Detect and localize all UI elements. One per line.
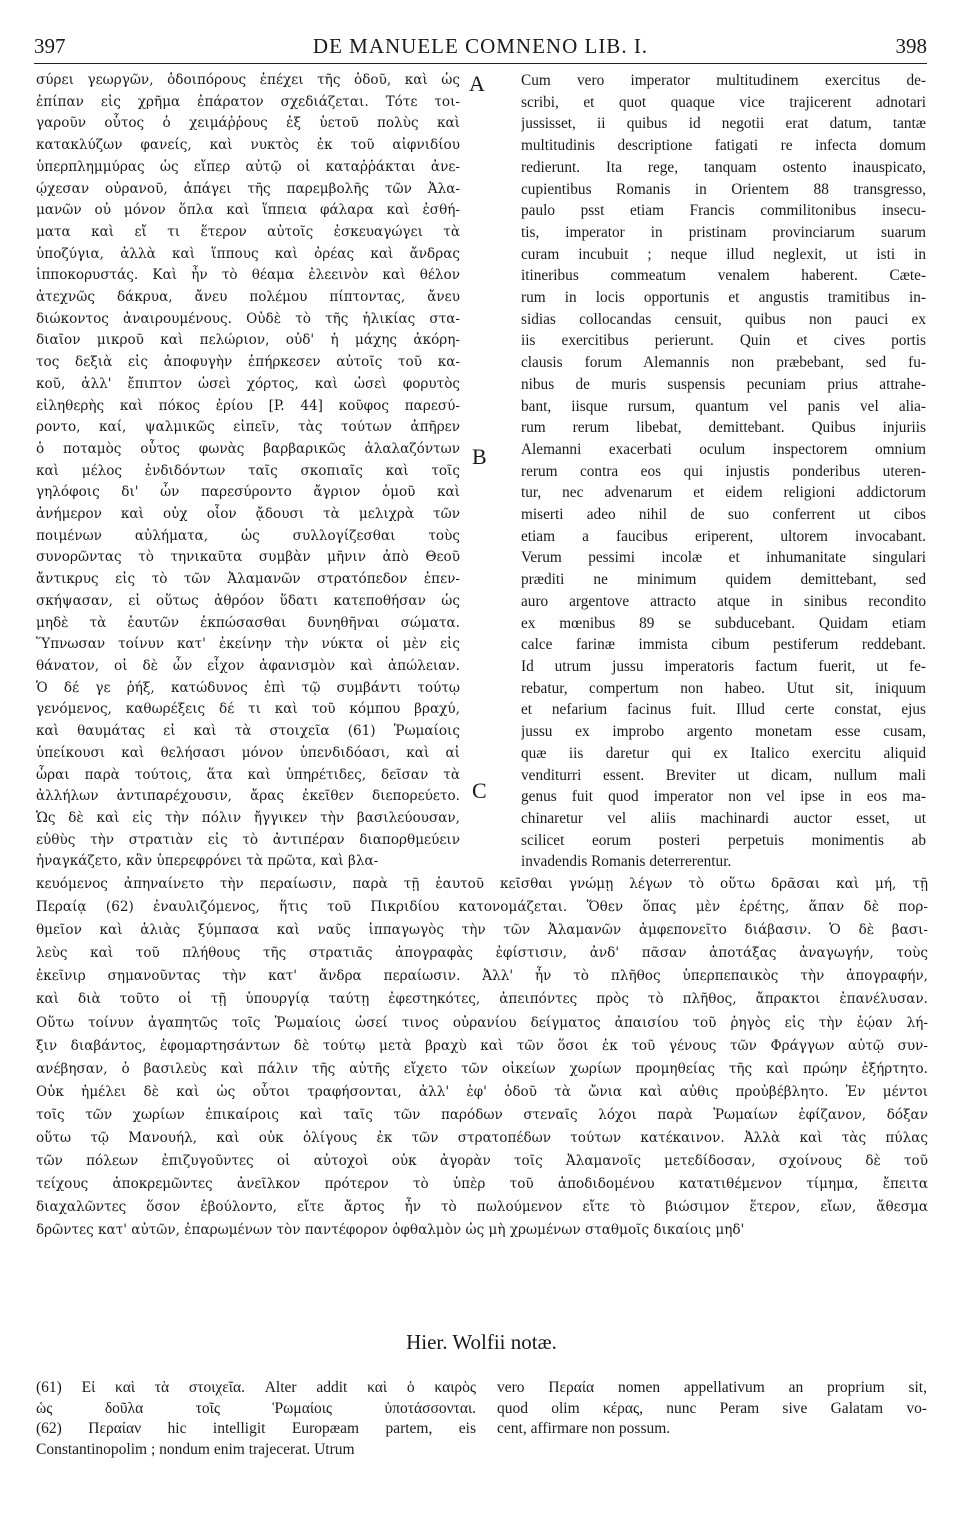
note-line: (61) Εἰ καὶ τὰ στοιχεῖα. Alter addit καὶ ὁ καιρὸς: [36, 1379, 476, 1396]
greek-text-line: ὑπερπλημμύρας ὡς εἴπερ αὐτῷ οἱ καταῤῥάκται ἀνε-: [36, 158, 460, 175]
greek-text-line: ἀνήμερον καὶ οὐχ οἷον ᾄδουσι τὰ μελιχρὰ τῶν: [36, 506, 460, 523]
section-marker-c: C: [472, 778, 487, 803]
greek-text-line: εἰληθερὴς καὶ πόκος ἐρίου [P. 44] κοῦφος παρεσύ-: [36, 397, 460, 414]
latin-text-line: Alemanni exacerbati oculum inspectorem omnium: [521, 440, 926, 458]
notes-left-column: [36, 1378, 476, 1460]
latin-text-line: rebatur, compertum non habeo. Utut sit, iniquum: [521, 679, 926, 697]
latin-text-line: ex mœnibus 89 se subducebant. Quidam etiam: [521, 614, 926, 632]
section-marker-a: A: [469, 71, 485, 96]
latin-text-line: tur, nec advenarum et eidem religioni addictorum: [521, 484, 926, 502]
greek-text-line: καὶ μέλος ἐνδιδόντων ταῖς σκοπιαῖς καὶ τοῖς: [36, 462, 460, 479]
page-number-right: 398: [895, 34, 927, 58]
greek-text-line: τείχους ἀποκρεμῶντες ἀνεῖλκον πρότερον τὸ ὑπὲρ τοῦ ἀποδιδομένου κατατιθέμενον τίμημα, ἔπειτα: [36, 1176, 928, 1193]
latin-text-line: præditi ne minimum quidem demittebant, sed: [521, 571, 926, 589]
greek-text-line: τος δεξιὰ εἰς ἀποφυγὴν ἐπήρκεσεν αὐτοῖς τοῦ κα-: [36, 354, 460, 371]
latin-text-line: Cum vero imperator multitudinem exercitus de-: [521, 72, 926, 89]
greek-text-line: διαῖον μικροῦ καὶ πελώριον, οὐδ' ἡ μάχης ἀκόρη-: [36, 332, 460, 349]
greek-text-line: γαροῦν οὗτος ὁ χειμάῤῥους ἐξ ὑετοῦ πολὺς καὶ: [36, 115, 460, 132]
greek-text-line: Ὡς δὲ καὶ εἰς τὴν πόλιν ἤγγικεν τὴν βασιλεύουσαν,: [36, 809, 460, 826]
greek-text-line: ἐπίπαν εἰς χρῆμα ἐπάρατον σχεδιάζεται. Τότε τοι-: [36, 93, 460, 110]
greek-text-line: θμεῖον καὶ ἁλιὰς ξύμπασα καὶ ναῦς ἱππαγωγὸς τὴν τῶν Ἀλαμανῶν ἀμφεπονεῖτο διάβασιν. Ὁ δὲ βασι-: [36, 922, 928, 939]
latin-text-line: invadendis Romanis deterrerentur.: [521, 853, 732, 871]
latin-text-line: auro argentove attracto atque in sinibus recondito: [521, 592, 926, 610]
latin-text-line: et nefarium facinus fuit. Illud certe constat, ejus: [521, 701, 926, 719]
greek-text-line: σκήψασαν, εἰ οὕτως ἀθρόον ὕδατι κατεποθήσαν ὡς: [36, 592, 460, 609]
latin-text-line: bant, iisque rursum, quantum vel panis vel alia-: [521, 397, 926, 415]
greek-text-line: ὑπείκουσι καὶ θελήσασι μόνον ὑπενδιδόασι, καὶ αἱ: [36, 744, 460, 761]
greek-text-line: θάνατον, οἱ δὲ ὧν εἶχον ἀφανισμὸν καὶ ἀπώλειαν.: [36, 657, 460, 674]
greek-text-line: ὁ ποταμὸς οὗτος φωνὰς βαρβαρικῶς ἀλαλαζόντων: [36, 440, 460, 457]
latin-text-line: chinaretur vel aliis machinardi auctor esset, ut: [521, 809, 926, 827]
latin-text-line: calce farinæ immista cibum pestiferum reddebant.: [521, 636, 926, 654]
latin-text-line: miserti adeo nihil de suo conferrent ut cibos: [521, 506, 926, 524]
greek-text-line: γενόμενος, καθωρέξεις δέ τι καὶ τοῦ κόμπου βραχύ,: [36, 701, 460, 718]
greek-text-line: ματα καὶ εἴ τι ἕτερον αὐτοῖς ἐσκευαγώγει τὰ: [36, 223, 460, 240]
greek-text-line: ποιμένων αὐλήματα, ὡς συλλογίζεσθαι τοὺς: [36, 527, 460, 544]
greek-text-line: ξιν διαβάντος, ἐφομαρτησάντων δὲ τούτῳ μετὰ βραχὺ καὶ τῶν ὅσοι ἐκ τοῦ γένους τῶν Φράγγων αὐτῷ συν-: [36, 1037, 928, 1054]
latin-text-line: sidias collocandas censuit, quibus non pauci ex: [521, 310, 926, 328]
section-marker-b: B: [472, 444, 487, 469]
latin-text-line: quæ iis daretur qui ex Italico exercitu aliquid: [521, 744, 926, 762]
latin-text-line: clausis forum Alemannis non præbebant, sed fu-: [521, 354, 926, 372]
greek-text-line: εὐθὺς τὴν στρατιὰν εἰς τὸ ἀντιπέραν διαπορθμεύειν: [36, 831, 460, 848]
greek-text-line: ἀτεχνῶς δάκρυα, ἄνευ πολέμου πίπτοντας, ἄνευ: [36, 289, 460, 306]
greek-text-line: τοῖς τῶν χωρίων ἐπικαίροις καὶ ταῖς τῶν παρόδων στεναῖς λόχοι παρὰ Ῥωμαίων ἐφίζανον, δόξαν: [36, 1106, 928, 1123]
latin-text-line: itineribus commeatum venalem haberent. Cæte-: [521, 267, 926, 285]
greek-text-line: συνορῶντας τὸ τηνικαῦτα συμβὰν μῆνιν ἀπὸ Θεοῦ: [36, 549, 460, 566]
greek-text-line: λεὺς καὶ τοῦ πλήθους τῆς στρατιᾶς ἀπογραφὰς ἐφίστισιν, ἀνδ' πᾶσαν ἀποτάξας ἀναγωγήν, τοὺς: [36, 945, 928, 962]
latin-text-line: jussisset, ii quibus id negotii erat datum, tantæ: [521, 115, 926, 133]
latin-text-line: jussu ex improbo argento monetam esse cusam,: [521, 723, 926, 741]
greek-text-line: καὶ διὰ τοῦτο οἱ τῇ ὑπουργίᾳ ταύτῃ ἐφεστηκότες, ἀπειπόντες πρὸς τὸ πλῆθος, ἄπρακτοι ἐπανέλυσαν.: [36, 991, 928, 1008]
note-line: (62) Περαίαν hic intelligit Europæam partem, eis: [36, 1420, 476, 1437]
latin-text-line: rum in locis opportunis et angustis tramitibus in-: [521, 289, 926, 307]
greek-text-line: ἀλλήλων ἀντιπαρέχουσιν, ἄρας ἐκεῖθεν διεπορεύετο.: [36, 788, 460, 805]
latin-text-line: redierunt. Ita rege, tanquam ostento inauspicato,: [521, 158, 926, 176]
greek-text-line: μηδὲ τὰ ἑαυτῶν ἐκπώσασθαι δυνηθῆναι σώματα.: [36, 614, 460, 631]
greek-text-line: ἠναγκάζετο, κἂν ὑπερεφρόνει τὰ πρῶτα, καὶ βλα-: [36, 853, 379, 870]
greek-text-line: Περαίᾳ (62) ἐναυλιζόμενος, ἥτις τοῦ Πικριδίου κατονομάζεται. Ὅθεν ὅπας μὲν ἐρέτης, ἅπαν δὲ πορ-: [36, 899, 928, 916]
note-line: cent, affirmare non possum.: [497, 1420, 671, 1437]
greek-text-line: μανῶν οὐ μόνον ὅπλα καὶ ἵππεια φάλαρα καὶ ἐσθή-: [36, 202, 460, 219]
greek-text-line: ἱπποκορυστάς. Καὶ ἦν τὸ θέαμα ἐλεεινὸν καὶ θέλον: [36, 267, 460, 284]
greek-full-width-text: [36, 873, 928, 1243]
greek-text-line: κευόμενος ἀπηναίνετο τὴν περαίωσιν, παρὰ τῇ ἑαυτοῦ κεῖσθαι γνώμῃ λέγων τὸ οὕτω δρᾶσαι καὶ μή, τῇ: [36, 876, 928, 892]
greek-text-line: γηλόφοις δι' ὧν παρεσύροντο ἄγριον ὁμοῦ καὶ: [36, 484, 460, 501]
greek-text-line: κοῦ, ἀλλ' ἔπιπτον ὡσεὶ χόρτος, καὶ ὡσεὶ φορυτὸς: [36, 375, 460, 392]
greek-text-line: ὑποζύγια, ἀλλὰ καὶ ἵππους καὶ ὀρέας καὶ ἄνδρας: [36, 245, 460, 262]
latin-text-line: rerum contra eos qui injustis ponderibus uteren-: [521, 462, 926, 480]
latin-text-line: rum rerum libebat, demittebant. Quibus injuriis: [521, 419, 926, 437]
latin-text-line: curam incubuit ; neque illud neglexit, ut isti in: [521, 245, 926, 263]
header-rule: [34, 63, 927, 64]
greek-text-line: Ὁ δέ γε ῥήξ, κατώδυνος ἐπὶ τῷ συμβάντι τούτῳ: [36, 679, 460, 696]
note-line: ὡς δοῦλα τοῖς Ῥωμαίοις ὑποτάσσονται.: [36, 1399, 476, 1417]
greek-text-line: ροντο, καί, ψαλμικῶς εἰπεῖν, τὰς τούτων ἀπῆρεν: [36, 419, 460, 436]
greek-text-line: τῶν πόλεων ἐπιζυγοῦντες οἱ αὐτοχοὶ οὐκ ἀγορὰν τοῖς Ἀλαμανοῖς μετεδίδοσαν, σχοίνους δὲ τοῦ: [36, 1153, 928, 1170]
greek-text-line: καὶ θαυμάτας εἰ καὶ τὰ στοιχεῖα (61) Ῥωμαίοις: [36, 723, 460, 740]
greek-text-line: ῴχεσαν οὐρανοῦ, ἀπάγει τῆς παρεμβολῆς τῶν Ἀλα-: [36, 180, 460, 197]
latin-text-line: etiam a faucibus eriperent, ultorem invocabant.: [521, 527, 926, 545]
greek-text-line: Οὐκ ἠμέλει δὲ καὶ ὡς οὗτοι τραφήσονται, ἀλλ' ἐφ' ὁδοῦ τὰ ὤνια καὶ αὐθις προὐβέβλητο. Ἐν μέντοι: [36, 1083, 928, 1100]
latin-text-line: nibus de muris suspensis pecuniam prius attrahe-: [521, 375, 926, 393]
page-number-left: 397: [34, 34, 66, 58]
latin-text-line: scilicet eorum posteri perpetuis monimentis ab: [521, 831, 926, 849]
running-header: [34, 34, 927, 62]
greek-text-line: δρῶντες κατ' αὐτῶν, ἐπαρωμένων τὸν παντέφορον ὀφθαλμὸν ὡς μὴ χρωμένων σταθμοῖς δικαίοις μηδ': [36, 1222, 745, 1239]
latin-text-line: Id utrum jussu imperatoris factum fuerit, ut fe-: [521, 657, 926, 675]
notes-heading: Hier. Wolfii notæ.: [406, 1330, 557, 1354]
greek-text-column: [36, 70, 460, 873]
greek-text-line: Οὕτω τοίνυν ἀγαπητῶς τοῖς Ῥωμαίοις ὡσεί τινος οὐρανίου δείγματος ἀπαισίου τοῦ ῥηγὸς εἰς τὴν ἑῴαν λή-: [36, 1014, 928, 1031]
latin-text-line: Verum pessimi incolæ et inhumanitate singulari: [521, 549, 926, 567]
latin-text-line: scribi, et quot quaque vice trajicerent adnotari: [521, 93, 926, 111]
note-line: Constantinopolim ; nondum enim trajecerat. Utrum: [36, 1440, 355, 1458]
latin-text-line: iis exercitibus perierunt. Quin et cives portis: [521, 332, 926, 350]
greek-text-line: διώκοντος ἀναιρουμένους. Οὐδὲ τὸ τῆς ἡλικίας στα-: [36, 310, 460, 327]
latin-translation-column: [521, 70, 926, 873]
latin-text-line: tis, imperator in pristinam provinciarum suarum: [521, 223, 926, 241]
greek-text-line: κατακλύζων φανείς, καὶ νυκτὸς ἐκ τοῦ αἰφνιδίου: [36, 137, 460, 154]
running-title: DE MANUELE COMNENO LIB. I.: [312, 34, 649, 58]
greek-text-line: ὧραι παρὰ τούτοις, ἅτα καὶ ὑπηρέτιδες, δεῖσαν τὰ: [36, 766, 460, 783]
greek-text-line: ἐκεῖνιρ σημανοῦντας τὴν κατ' ἄνδρα περαίωσιν. Ἀλλ' ἦν τὸ πλῆθος ὑπερπεπαικὸς τὴν ἀπογραφήν,: [36, 968, 928, 985]
note-line: vero Περαία nomen appellativum an proprium sit,: [497, 1379, 927, 1396]
note-line: quod olim κέρας, nunc Peram sive Galatam vo-: [497, 1399, 927, 1417]
greek-text-line: οὕτω τῷ Μανουήλ, καὶ οὐκ ὀλίγους ἐκ τῶν στρατοπέδων τούτων κατέκαινον. Ἀλλὰ καὶ τὰς πύλας: [36, 1130, 928, 1147]
latin-text-line: paulo psst etiam Francis commilitonibus insecu-: [521, 202, 926, 220]
latin-text-line: genus fuit quod imperator non vel ipse in eos ma-: [521, 788, 926, 806]
latin-text-line: cupientibus Romanis in Orientem 88 transgresso,: [521, 180, 926, 198]
greek-text-line: Ὕπνωσαν τοίνυν κατ' ἐκείνην τὴν νύκτα οἱ μὲν εἰς: [36, 636, 460, 653]
latin-text-line: venditurri essent. Breviter ut dicam, nullum mali: [521, 766, 926, 784]
greek-text-line: διαχαλῶντες ὅσον ἐβούλοντο, εἴτε ἄρτος ἦν τὸ πωλούμενον εἴτε τὸ βιώσιμον ἕτερον, εἴων, ἄθεσμα: [36, 1199, 928, 1216]
notes-right-column: [497, 1378, 927, 1440]
latin-text-line: multitudinis descriptione fatigati re infecta domum: [521, 137, 926, 155]
greek-text-line: ἄντικρυς εἰς τὸ τῶν Ἀλαμανῶν στρατόπεδον ἐπεν-: [36, 571, 460, 588]
greek-text-line: σύρει γεωργῶν, ὁδοιπόρους ἐπέχει τῆς ὁδοῦ, καὶ ὡς: [36, 72, 460, 88]
greek-text-line: ανέβησαν, ὁ βασιλεὺς καὶ πάλιν τῆς αὐτῆς εἴχετο τῶν οἰκείων χωρίων προμηθείας τῆς καὶ πρώην ἐξήρτητο.: [36, 1060, 928, 1077]
